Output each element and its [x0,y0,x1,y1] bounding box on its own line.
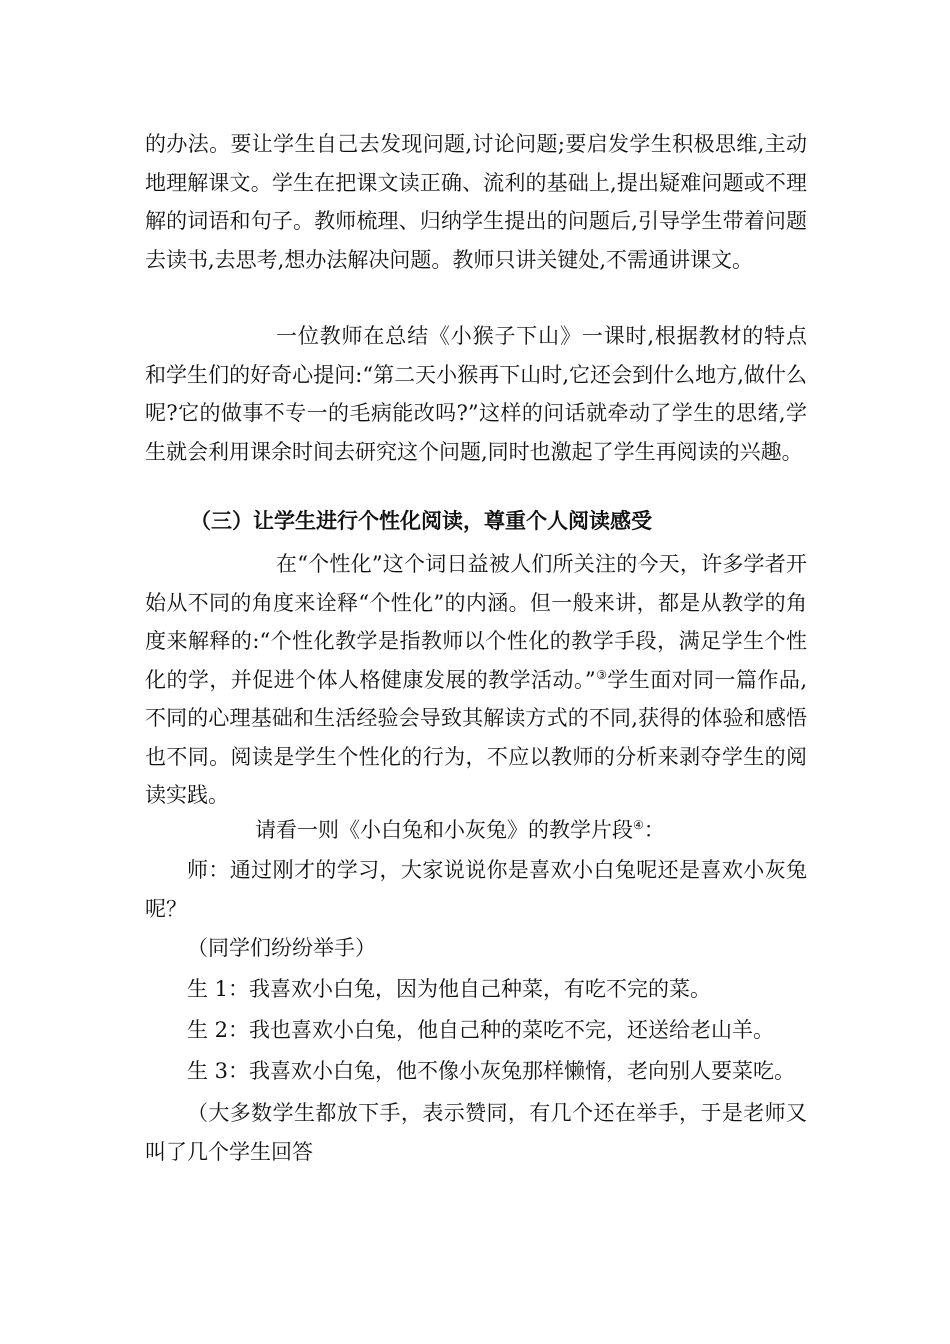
dialogue-teacher: 师：通过刚才的学习，大家说说你是喜欢小白兔呢还是喜欢小灰兔呢？ [145,858,807,921]
dialogue-student-1: 生 1：我喜欢小白兔，因为他自己种菜，有吃不完的菜。 [187,977,712,1001]
paragraph-text-cont: ： [643,818,665,842]
section-heading-3: （三）让学生进行个性化阅读，尊重个人阅读感受 [190,508,652,533]
paragraph-monkey-example: 一位教师在总结《小猴子下山》一课时,根据教材的特点和学生们的好奇心提问:“第二天小猴再下山时,它还会到什么地方,做什么呢?它的做事不专一的毛病能改吗?”这样的问话就牵动了学生的思绪,学生就会利用课余时间去研究这个问题,同时也激起了学生再阅读的兴趣。 [145,324,807,464]
dialogue-narration: （大多数学生都放下手，表示赞同，有几个还在举手，于是老师又叫了几个学生回答 [145,1101,807,1164]
dialogue-students-raise-hands: （同学们纷纷举手） [187,936,376,960]
paragraph-personalized-reading [145,545,807,815]
footnote-marker-4: ④ [633,818,644,832]
footnote-marker-3: ③ [595,667,608,682]
dialogue-student-3: 生 3：我喜欢小白兔，他不像小灰兔那样懒惰，老向别人要菜吃。 [187,1059,796,1083]
paragraph-teaching-fragment [145,811,807,850]
paragraph-text-cont: 学生面对同一篇作品,不同的心理基础和生活经验会导致其解读方式的不同,获得的体验和感悟也不同。阅读是学生个性化的行为，不应以教师的分析来剥夺学生的阅读实践。 [145,667,807,807]
dialogue-student-2: 生 2：我也喜欢小白兔，他自己种的菜吃不完，还送给老山羊。 [187,1018,775,1042]
paragraph-text: 请看一则《小白兔和小灰兔》的教学片段 [255,818,633,842]
paragraph-text: 在“个性化”这个词日益被人们所关注的今天，许多学者开始从不同的角度来诠释“个性化”的内涵。但一般来讲，都是从教学的角度来解释的:“个性化教学是指教师以个性化的教学手段，满足学生个性化的学，并促进个体人格健康发展的教学活动。” [145,552,807,692]
paragraph-method: 的办法。要让学生自己去发现问题,讨论问题;要启发学生积极思维,主动地理解课文。学生在把课文读正确、流利的基础上,提出疑难问题或不理解的词语和句子。教师梳理、归纳学生提出的问题后,引导学生带着问题去读书,去思考,想办法解决问题。教师只讲关键处,不需通讲课文。 [145,132,807,272]
